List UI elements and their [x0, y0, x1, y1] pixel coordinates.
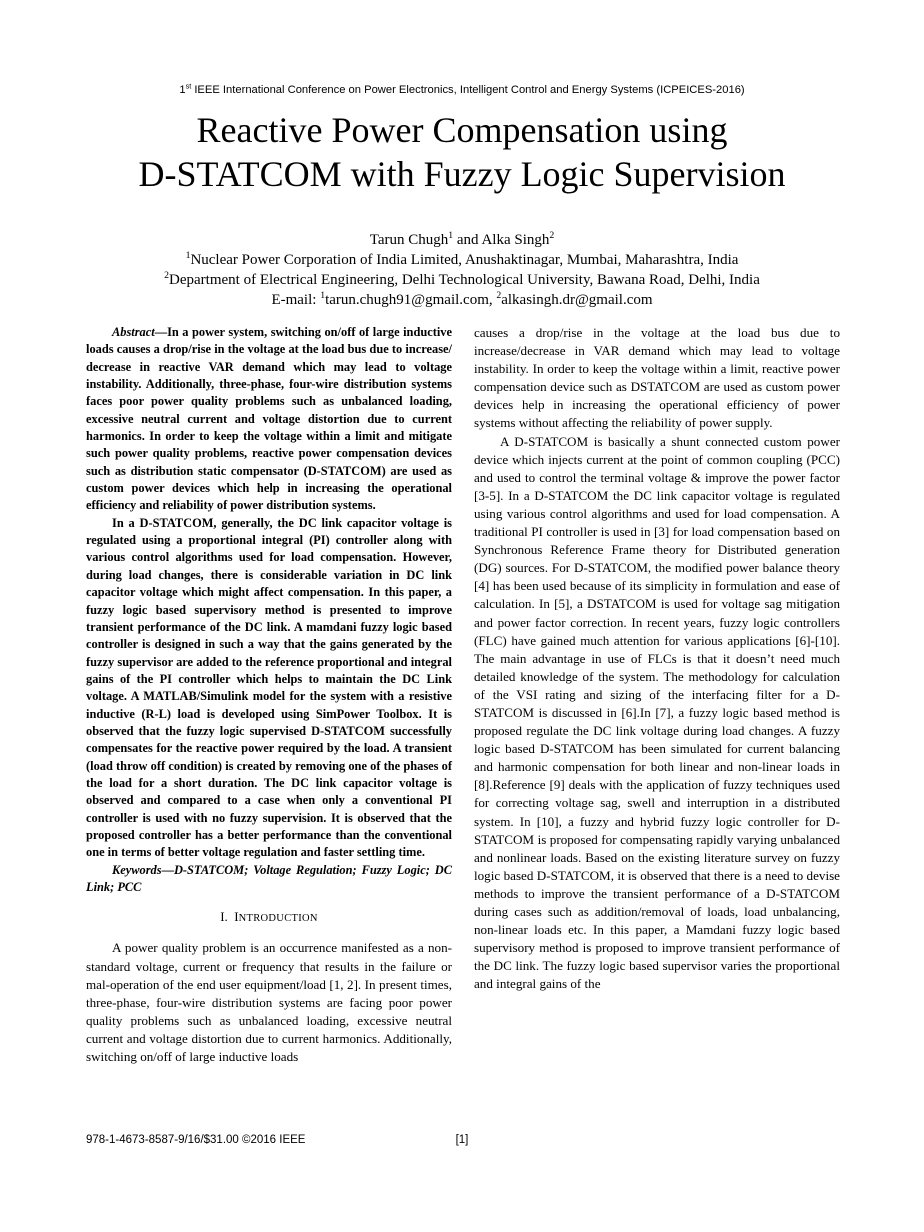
section-initial: I	[234, 909, 239, 925]
section-numeral: I.	[220, 909, 228, 925]
author-block	[0, 230, 924, 310]
keywords-dash: —	[161, 862, 174, 877]
author-2-mark: 2	[549, 230, 555, 241]
keywords-label: Keywords	[112, 862, 162, 877]
author-1-mark: 1	[448, 230, 454, 241]
conference-header	[0, 81, 924, 96]
abstract-paragraph-1	[86, 324, 452, 515]
email-1-mark: 1	[320, 290, 326, 301]
email-link-2[interactable]: alkasingh.dr@gmail.com	[501, 292, 653, 308]
author-names	[0, 230, 924, 250]
paper-title-line-1: Reactive Power Compensation using	[196, 110, 728, 150]
page-number: [1]	[455, 1134, 469, 1146]
abstract-dash: —	[154, 325, 168, 339]
abstract-text-2: In a D-STATCOM, generally, the DC link capacitor voltage is regulated using a proportional integral (PI) controller along with various control algorithms used for load compensation. However, during load changes, there is considerable variation in DC link capacitor voltage which might affect compensation. In this paper, a fuzzy logic based supervisory method is presented to improve transient performance of the DC link. A mamdani fuzzy logic based controller is designed in such a way that the gains generated by the fuzzy supervisor are added to the reference proportional and integral gains of the PI controller which helps to maintain the DC Link voltage. A MATLAB/Simulink model for the system with a resistive inductive (R-L) load is developed using SimPower Toolbox. It is observed that the fuzzy logic supervised D-STATCOM successfully compensates for the reactive power required by the load. A transient (load throw off condition) is created by removing one of the phases of the load for a short duration. The DC link capacitor voltage is observed and compared to a case when only a conventional PI controller is used with no fuzzy supervision. It is observed that the proposed controller has a better performance than the conventional one in terms of better voltage regulation and faster settling time.	[86, 515, 452, 860]
affiliation-1-text: Nuclear Power Corporation of India Limited, Anushaktinagar, Mumbai, Maharashtra, India	[190, 252, 739, 268]
author-1: Tarun Chugh	[369, 232, 449, 248]
conference-ordinal-suffix: st	[185, 81, 192, 91]
keywords-text: D-STATCOM; Voltage Regulation; Fuzzy Logic; DC Link; PCC	[86, 862, 452, 894]
intro-paragraph-1: A power quality problem is an occurrence manifested as a non-standard voltage, current or frequency that results in the failure or mal-operation of the end user equipment/load [1, 2]. In present times, three-phase, four-wire distribution systems are facing poor power quality problems such as unbalanced loading, excessive neutral current and voltage distortion due to current harmonics. Additionally, switching on/off of large inductive loads	[86, 940, 452, 1064]
affiliation-2	[0, 270, 924, 290]
affiliation-2-text: Department of Electrical Engineering, Delhi Technological University, Bawana Road, Delhi, India	[169, 272, 760, 288]
email-link-1[interactable]: tarun.chugh91@gmail.com,	[325, 292, 497, 308]
copyright-notice: 978-1-4673-8587-9/16/$31.00 ©2016 IEEE	[86, 1134, 306, 1146]
author-emails	[0, 290, 924, 310]
affiliation-1-mark: 1	[185, 250, 191, 261]
email-2-mark: 2	[496, 290, 502, 301]
intro-paragraph-3: A D-STATCOM is basically a shunt connected custom power device which injects current at the point of common coupling (PCC) and used to control the terminal voltage & improve the power factor [3-5]. In a D-STATCOM the DC link capacitor voltage is regulated using various control algorithms and used for load compensation. A traditional PI controller is used in [3] for load compensation based on Synchronous Reference Frame theory for Distributed generation (DG) sources. For D-STATCOM, the modified power balance theory [4] has been used because of its simplicity in formulation and ease of calculation. In [5], a DSTATCOM is used for voltage sag mitigation and power factor correction. In recent years, fuzzy logic controllers (FLC) have gained much attention for various applications [6]-[10]. The main advantage in use of FLCs is that it doesn’t need much detailed knowledge of the system. The methodology for calculation of the VSI rating and sizing of the interfacing filter for a D-STATCOM is discussed in [6].In [7], a fuzzy logic based method is proposed regulate the DC link voltage during load changes. A fuzzy logic based D-STATCOM has been simulated for current balancing and harmonic compensation for both linear and non-linear loads in [8].Reference [9] deals with the application of fuzzy techniques used for correcting voltage sag, swell and interruption in a distributed system. In [10], a fuzzy and hybrid fuzzy logic controller for D-STATCOM is proposed for compensating rapidly varying unbalanced and nonlinear loads. Based on the existing literature survey on fuzzy logic based D-STATCOM, it is observed that there is a need to devise methods to improve the transient performance of a D-STATCOM during cases such as addition/removal of loads, load unbalancing, non-linear loads etc. In this paper, a Mamdani fuzzy logic based supervisory method is proposed to improve transient performance of the DC link. The fuzzy logic based supervisor varies the proportional and integral gains of the	[474, 433, 840, 992]
author-2: and Alka Singh	[453, 232, 550, 248]
affiliation-1	[0, 250, 924, 270]
conference-name: IEEE International Conference on Power Electronics, Intelligent Control and Energy Systems (ICPEICES-2016)	[191, 84, 745, 96]
email-label: E-mail:	[271, 292, 321, 308]
right-column	[474, 324, 840, 993]
section-title-rest: NTRODUCTION	[238, 913, 318, 925]
keywords	[86, 862, 452, 897]
intro-paragraph-2: causes a drop/rise in the voltage at the load bus due to increase/decrease in VAR demand which may lead to voltage instability. In order to keep the voltage within a limit, reactive power compensation device such as DSTATCOM are used as custom power devices help in increasing the operational efficiency of power systems without affecting the reliability of power supply.	[474, 325, 840, 431]
conference-ordinal: 1	[179, 84, 186, 96]
abstract-paragraph-2	[86, 515, 452, 862]
abstract-label: Abstract	[112, 325, 155, 339]
paper-title	[60, 108, 864, 196]
abstract-text-1: In a power system, switching on/off of large inductive loads causes a drop/rise in the voltage at the load bus due to increase/ decrease in reactive VAR demand which may lead to voltage instability. Additionally, three-phase, four-wire distribution systems faces poor power quality problems such as unbalanced loading, excessive neutral current and voltage distortion due to current harmonics. In order to keep the voltage within a limit and mitigate such power quality problems, reactive power compensation devices such as distribution static compensator (D-STATCOM) are used as custom power devices which help in increasing the operational efficiency and reliability of power distribution systems.	[86, 325, 452, 513]
paper-title-line-2: D-STATCOM with Fuzzy Logic Supervision	[138, 154, 786, 194]
section-heading-introduction	[86, 908, 452, 928]
left-column	[86, 324, 452, 1066]
affiliation-2-mark: 2	[164, 270, 170, 281]
